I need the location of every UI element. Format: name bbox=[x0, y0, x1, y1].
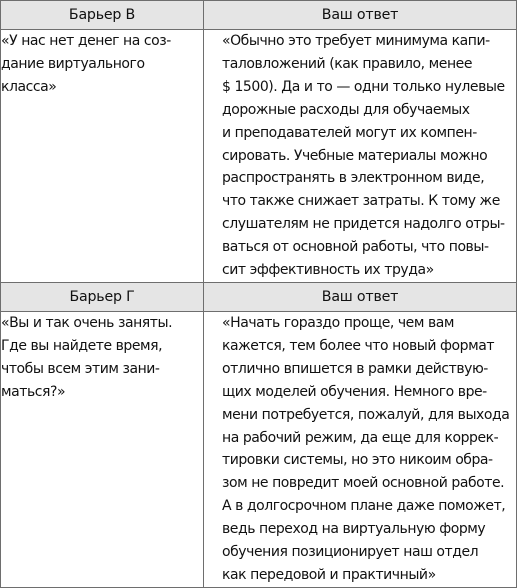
text-line: дание виртуального bbox=[1, 55, 145, 72]
text-line: «Начать гораздо проще, чем вам bbox=[222, 314, 454, 331]
text-line: распространять в электронном виде, bbox=[222, 170, 485, 187]
text-line: сировать. Учебные материалы можно bbox=[222, 147, 488, 164]
text-line: таловложений (как правило, менее bbox=[222, 55, 472, 72]
text-line: зом не повредит моей основной работе. bbox=[222, 475, 505, 492]
text-line: А в долгосрочном плане даже поможет, bbox=[222, 498, 506, 515]
text-line: кажется, тем более что новый формат bbox=[222, 337, 495, 354]
text-line: дорожные расходы для обучаемых bbox=[222, 101, 470, 118]
text-line: класса» bbox=[1, 78, 57, 95]
text-line: на рабочий режим, да еще для коррек- bbox=[222, 429, 499, 446]
text-line: щих моделей обучения. Немного вре- bbox=[222, 383, 487, 400]
barrier-header: Барьер Г bbox=[1, 282, 204, 311]
text-line: что также снижает затраты. К тому же bbox=[222, 193, 500, 210]
table-header-row bbox=[1, 1, 517, 30]
text-line: сит эффективность их труда» bbox=[222, 262, 434, 279]
text-line: «Обычно это требует минимума капи- bbox=[222, 33, 490, 49]
text-line: мени потребуется, пожалуй, для выхода bbox=[222, 406, 510, 423]
text-line: как передовой и практичный» bbox=[222, 566, 436, 583]
text-line: и преподавателей могут их компен- bbox=[222, 124, 477, 141]
table-row bbox=[1, 30, 517, 283]
text-line: обучения позиционирует наш отдел bbox=[222, 544, 479, 561]
text-line: тировки системы, но это никоим обра- bbox=[222, 452, 493, 469]
text-line: ваться от основной работы, что повы- bbox=[222, 239, 489, 256]
text-line: $ 1500). Да и то — одни только нулевые bbox=[222, 78, 505, 95]
text-line: «Вы и так очень заняты. bbox=[1, 314, 173, 331]
text-line: ведь переход на виртуальную форму bbox=[222, 521, 486, 538]
answer-text bbox=[204, 311, 517, 587]
barrier-header: Барьер В bbox=[1, 1, 204, 30]
text-line: маться?» bbox=[1, 383, 66, 400]
answer-header: Ваш ответ bbox=[204, 282, 517, 311]
text-line: слушателям не придется надолго отры- bbox=[222, 216, 505, 233]
answer-text bbox=[204, 30, 517, 283]
barrier-text bbox=[1, 311, 204, 587]
answer-header: Ваш ответ bbox=[204, 1, 517, 30]
text-line: «У нас нет денег на соз- bbox=[1, 33, 171, 49]
text-line: Где вы найдете время, bbox=[1, 337, 163, 354]
text-line: отлично впишется в рамки действую- bbox=[222, 360, 488, 377]
table-header-row bbox=[1, 282, 517, 311]
text-line: чтобы всем этим зани- bbox=[1, 360, 160, 377]
barrier-text bbox=[1, 30, 204, 283]
table-row bbox=[1, 311, 517, 587]
